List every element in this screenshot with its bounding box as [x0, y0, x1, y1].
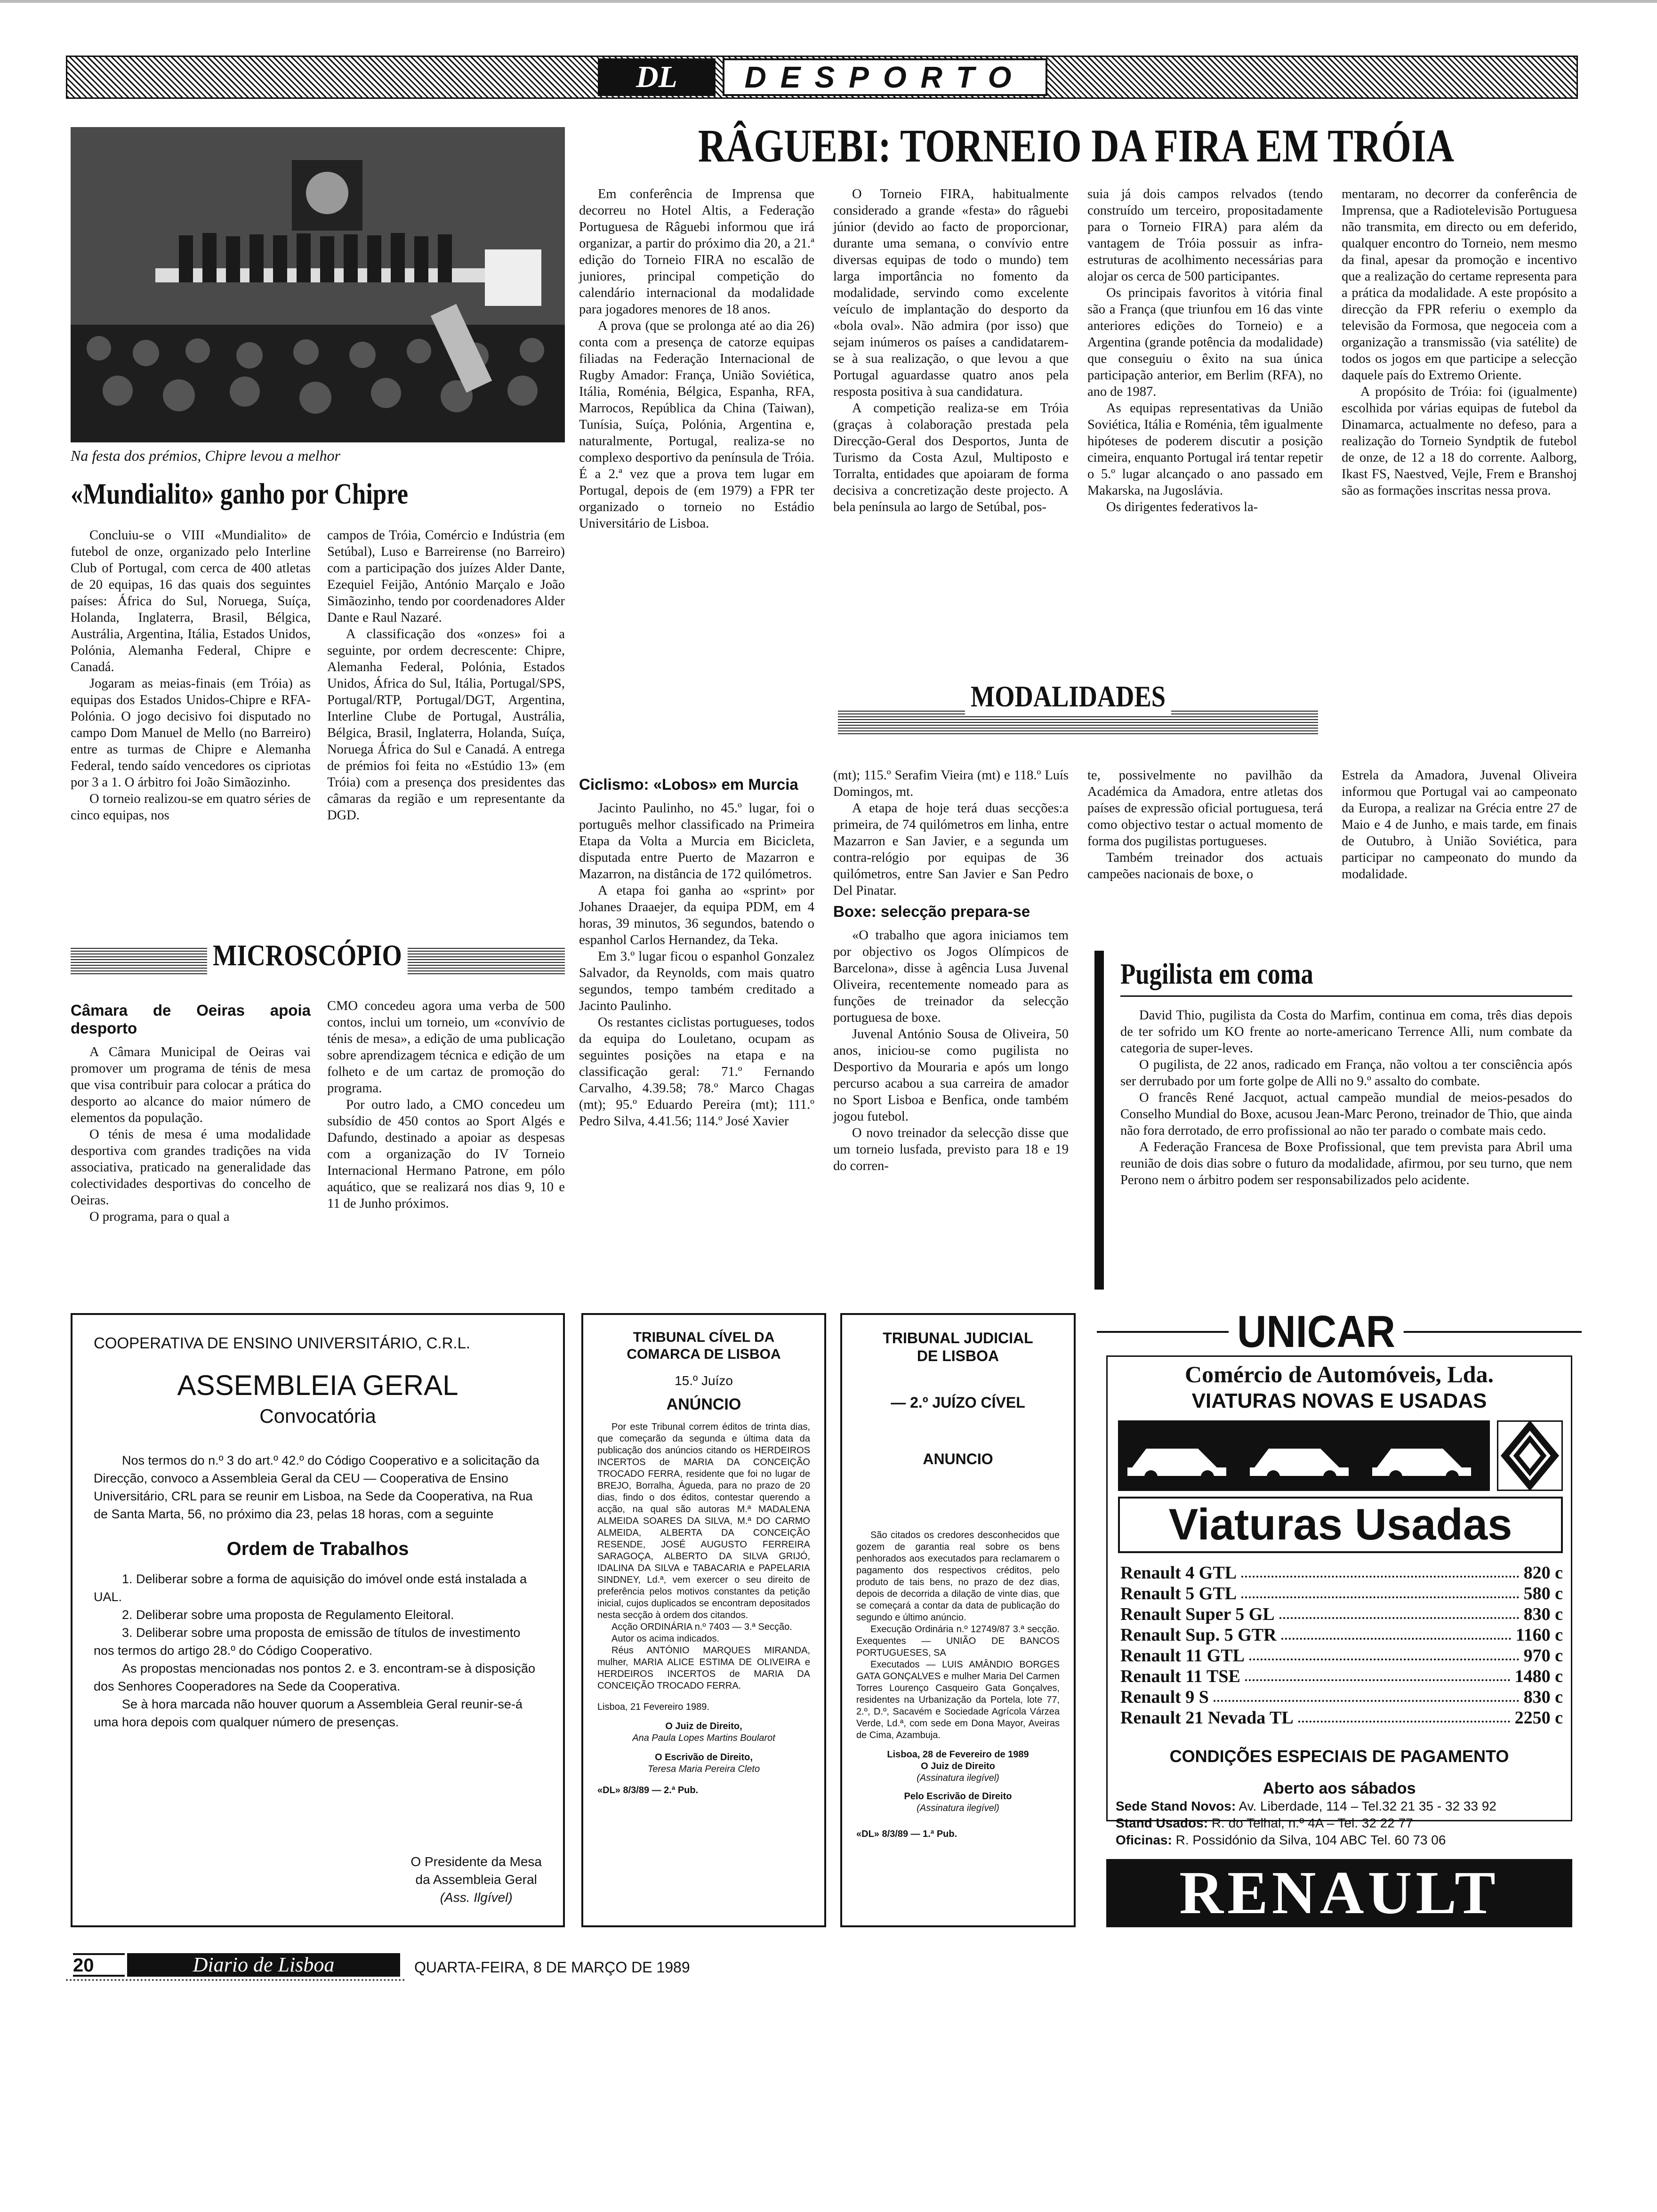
coop-sig1: O Presidente da Mesa: [410, 1854, 542, 1869]
car-model: Renault 11 TSE: [1120, 1667, 1240, 1686]
coop-item4: As propostas mencionadas nos pontos 2. e 3. encontram-se à disposição dos Senhores Cooperadores na Sede da Cooperativa.: [94, 1661, 536, 1693]
sede-text: Av. Liberdade, 114 – Tel.32 21 35 - 32 33 92: [1239, 1799, 1496, 1813]
dot-leader: [1245, 1666, 1510, 1681]
trib2-body3: Executados — LUIS AMÂNDIO BORGES GATA GONÇALVES e mulher Maria Del Carmen Torres Lourenço Casqueiro Gata Gonçalves, residentes na Urbanização da Portela, lote 77, 2.º, D.º, Sacavém e Sociedade Agrícola Várzea Verde, Ld.ª, com sede em Dona Mayor, Aveiras de Cima, Azambuja.: [856, 1659, 1060, 1740]
car-price: 830 c: [1523, 1687, 1563, 1707]
raguebi-p8: Os dirigentes federativos la-: [1106, 500, 1258, 514]
microscopio-p1: A Câmara Municipal de Oeiras vai promover um programa de ténis de mesa que visa contribuir para colocar a prática do desporto ao alcance do maior número de elementos da população.: [71, 1045, 311, 1125]
trib1-sig1n: Ana Paula Lopes Martins Boularot: [632, 1733, 775, 1743]
ciclismo-p3: Em 3.º lugar ficou o espanhol Gonzalez Salvador, da Reynolds, com mais quatro segundos, tempo também creditado a Jacinto Paulinho.: [579, 949, 814, 1013]
car-price: 830 c: [1523, 1604, 1563, 1624]
pugilista-title: Pugilista em coma: [1120, 958, 1313, 990]
raguebi-p7: As equipas representativas da União Soviética, Itália e Roménia, têm igualmente hipóteses de poderem discutir a posição cimeira, enquanto Portugal irá tentar repetir o 5.º lugar alcançado o ano passado em Makarska, na Jugoslávia.: [1087, 401, 1323, 498]
coop-sig3: (Ass. Ilgível): [440, 1890, 513, 1905]
ad-tribunal-civel: [581, 1313, 826, 1927]
modalidades-title: MODALIDADES: [965, 678, 1171, 715]
car-price: 970 c: [1523, 1646, 1563, 1666]
coop-org: COOPERATIVA DE ENSINO UNIVERSITÁRIO, C.R.L.: [94, 1334, 471, 1352]
raguebi-p10: A propósito de Tróia: foi (igualmente) escolhida por várias equipas de futebol da Dinamarca, actualmente no defeso, para a realização do Torneio Syndptik de futebol de onze, de 12 a 18 do corrente. Aalborg, Ikast FS, Naestved, Vejle, Frem e Branshoj são as formações inscritas nessa prova.: [1342, 385, 1577, 498]
trib2-sig2: Pelo Escrivão de Direito: [904, 1791, 1012, 1802]
coop-item5: Se à hora marcada não houver quorum a Assembleia Geral reunir-se-á uma hora depois com qualquer número de presenças.: [94, 1697, 523, 1729]
car-price-row: [1120, 1604, 1563, 1625]
photo-illustration: [71, 127, 565, 442]
car-model: Renault Super 5 GL: [1120, 1604, 1275, 1624]
car-model: Renault 11 GTL: [1120, 1646, 1245, 1666]
coop-ordem: Ordem de Trabalhos: [226, 1539, 409, 1559]
unicar-cars-strip: [1118, 1420, 1490, 1491]
car-price: 2250 c: [1514, 1708, 1563, 1728]
trib1-sig2: O Escrivão de Direito,: [655, 1752, 753, 1763]
trib2-body: São citados os credores desconhecidos que gozem de garantia real sobre os bens penhorados aos executados para reclamarem o pagamento dos respectivos créditos, pelo produto de tais bens, no prazo de dez dias, depois de decorrida a dilação de vinte dias, que se começará a contar da data de publicação do segundo e último anúncio.: [856, 1530, 1060, 1623]
section-header-title: DESPORTO: [723, 58, 1047, 96]
microscopio-p3: O programa, para o qual a: [89, 1210, 230, 1224]
unicar-headline: Viaturas Usadas: [1118, 1497, 1563, 1553]
dot-leader: [1279, 1604, 1519, 1619]
raguebi-col-3: [1087, 186, 1323, 515]
unicar-sede-row: [1116, 1798, 1572, 1815]
dot-leader: [1249, 1645, 1519, 1660]
unicar-usados-row: [1116, 1815, 1572, 1832]
boxe-p5: Também treinador dos actuais campeões nacionais de boxe, o: [1087, 850, 1323, 882]
pugilista-bar: [1094, 951, 1104, 1290]
ciclismo-p5: (mt); 115.º Serafim Vieira (mt) e 118.º Luís Domingos, mt.: [833, 768, 1069, 799]
trib1-date: Lisboa, 21 Fevereiro 1989.: [597, 1702, 709, 1712]
mundialito-col-2: [327, 527, 565, 824]
microscopio-p4: CMO concedeu agora uma verba de 500 contos, inclui um torneio, um «convívio de ténis de mesa», a edição de uma publicação sobre aprendizagem técnica e edição de um folheto e de um cartaz de promoção do programa.: [327, 999, 565, 1096]
unicar-car-list: [1120, 1563, 1563, 1728]
mundialito-p1: Concluiu-se o VIII «Mundialito» de futebol de onze, organizado pelo Interline Club of Portugal, com cerca de 400 atletas de 20 equipas, 16 das quais dos seguintes países: África do Sul, Noruega, Suíça, Holanda, Inglaterra, Brasil, Bélgica, Austrália, Argentina, Itália, Estados Unidos, Polónia, Alemanha Federal, Chipre e Canadá.: [71, 528, 311, 674]
microscopio-headline: Câmara de Oeiras apoia desporto: [71, 1002, 311, 1037]
trib2-sig1: O Juiz de Direito: [921, 1761, 995, 1771]
microscopio-title: MICROSCÓPIO: [207, 937, 408, 974]
mundialito-p3: O torneio realizou-se em quatro séries de cinco equipas, nos: [71, 792, 311, 823]
coop-signature: [410, 1853, 542, 1907]
modalidades-col-2: [833, 767, 1069, 1174]
dot-leader: [1298, 1707, 1510, 1723]
trib1-body2: Acção ORDINÁRIA n.º 7403 — 3.ª Secção.: [611, 1622, 792, 1632]
ad-tribunal-judicial: [840, 1313, 1076, 1927]
dot-leader: [1241, 1583, 1519, 1598]
car-price: 580 c: [1523, 1584, 1563, 1603]
pugilista-body: [1120, 1007, 1572, 1188]
unicar-addresses: [1116, 1798, 1572, 1849]
trib2-pub: «DL» 8/3/89 — 1.ª Pub.: [856, 1829, 957, 1839]
microscopio-col-2: [327, 998, 565, 1212]
coop-subtitle: Convocatória: [259, 1405, 376, 1427]
ciclismo-headline: Ciclismo: «Lobos» em Murcia: [579, 776, 798, 793]
raguebi-p5: suia já dois campos relvados (tendo construído um terceiro, propositadamente para o Torneio FIRA) para além da vantagem de Tróia possuir as infra-estruturas de acolhimento necessárias para alojar os cerca de 500 participantes.: [1087, 187, 1323, 284]
car-price-row: [1120, 1583, 1563, 1604]
trib2-title: TRIBUNAL JUDICIAL DE LISBOA: [883, 1330, 1033, 1364]
trib1-body: Por este Tribunal correm éditos de trinta dias, que começarão da segunda e última data da publicação dos anúncios citando os HERDEIROS INCERTOS de MARIA DA CONCEIÇÃO TROCADO FERRA, residente que foi no lugar de BREJO, Borralha, Águeda, para no prazo de 20 dias, findo o dos éditos, contestar querendo a acção, na qual são autoras M.ª MADALENA ALMEIDA SOARES DA SILVA, M.ª DO CARMO ALMEIDA, ALBERTA DA CONCEIÇÃO RESENDE, JOSÉ AUGUSTO FERREIRA SARAGOÇA, ALBERTO DA SILVA GRIJÓ, IDALINA DA SILVA e TABACARIA e PAPELARIA SINDNEY, Ld.ª, vem exercer o seu direito de preferência pelos motivos constantes da petição inicial, cujos duplicados se encontram depositados nesta secção à ordem dos citandos.: [597, 1422, 810, 1620]
coop-body: Nos termos do n.º 3 do art.º 42.º do Código Cooperativo e a solicitação da Direcção, convoco a Assembleia Geral da CEU — Cooperativa de Ensino Universitário, CRL para se reunir em Lisboa, na Sede da Cooperativa, na Rua de Santa Marta, 56, no próximo dia 23, pelas 18 horas, com a seguinte: [94, 1453, 539, 1521]
ad-unicar: [1097, 1308, 1582, 1930]
car-price: 1160 c: [1515, 1625, 1563, 1645]
coop-title: ASSEMBLEIA GERAL: [177, 1370, 458, 1401]
photo-caption: Na festa dos prémios, Chipre levou a melhor: [71, 447, 340, 464]
unicar-condicoes: CONDIÇÕES ESPECIAIS DE PAGAMENTO: [1169, 1747, 1509, 1766]
car-price: 820 c: [1523, 1563, 1563, 1583]
section-header-logo: DL: [598, 58, 716, 96]
pugilista-rule: [1120, 995, 1572, 997]
car-price-row: [1120, 1666, 1563, 1687]
car-price-row: [1120, 1645, 1563, 1666]
headline-mundialito: «Mundialito» ganho por Chipre: [71, 478, 408, 510]
footer-masthead: Diario de Lisboa: [127, 1953, 400, 1977]
microscopio-p5: Por outro lado, a CMO concedeu um subsídio de 450 contos ao Sport Algés e Dafundo, destinado a apoiar as despesas com a organização do IV Torneio Internacional Hermano Patrone, em pólo aquático, que se realizará nos dias 9, 10 e 11 de Junho próximos.: [327, 1098, 565, 1211]
car-price: 1480 c: [1514, 1667, 1563, 1686]
car-price-row: [1120, 1563, 1563, 1583]
coop-sig2: da Assembleia Geral: [415, 1872, 537, 1887]
ceremony-photo: [71, 127, 565, 442]
oficinas-label: Oficinas:: [1116, 1833, 1172, 1847]
raguebi-col-2: [833, 186, 1069, 515]
car-model: Renault 21 Nevada TL: [1120, 1708, 1294, 1728]
mundialito-p4: campos de Tróia, Comércio e Indústria (em Setúbal), Luso e Barreirense (no Barreiro) com a participação dos juízes Alder Dante, Ezequiel Feijão, António Marçalo e João Simãozinho, tendo por coordenadores Alder Dante e Raul Nazaré.: [327, 528, 565, 625]
footer-date: QUARTA-FEIRA, 8 DE MARÇO DE 1989: [414, 1959, 690, 1976]
raguebi-p1: Em conferência de Imprensa que decorreu no Hotel Altis, a Federação Portuguesa de Râguebi informou que irá organizar, a partir do próximo dia 20, a 21.ª edição do Torneio FIRA no escalão de juniores, principal competição do calendário internacional da modalidade para jogadores menores de 18 anos.: [579, 187, 814, 317]
raguebi-col-1: [579, 186, 814, 532]
pugilista-p1: David Thio, pugilista da Costa do Marfim, continua em coma, três dias depois de ter sofrido um KO frente ao norte-americano Terrence Alli, num combate da categoria de super-leves.: [1120, 1008, 1572, 1056]
raguebi-col-4: [1342, 186, 1577, 499]
ciclismo-p4: Os restantes ciclistas portugueses, todos da equipa do Louletano, ocupam as seguintes posições na etapa e na classificação geral: 71.º Fernando Carvalho, 4.39.58; 78.º Marco Chagas (mt); 95.º Eduardo Pereira (mt); 111.º Pedro Silva, 4.41.56; 114.º José Xavier: [579, 1015, 814, 1129]
usados-text: R. do Telhal, n.º 4A – Tel. 32 22 77: [1211, 1816, 1413, 1830]
trib1-sig2n: Teresa Maria Pereira Cleto: [647, 1764, 760, 1774]
boxe-p6: Estrela da Amadora, Juvenal Oliveira informou que Portugal vai ao campeonato da Europa, a realizar na Grécia entre 27 de Maio e 4 de Junho, e mais tarde, em finais de Outubro, à União Soviética, para participar no campeonato do mundo da modalidade.: [1342, 768, 1577, 882]
mundialito-p5: A classificação dos «onzes» foi a seguinte, por ordem decrescente: Chipre, Alemanha Federal, Polónia, Estados Unidos, África do Sul, Itália, Portugal/SPS, Portugal/RTP, Portugal/DGT, Argentina, Interline Clube de Portugal, Austrália, Bélgica, Brasil, Inglaterra, Holanda, Suíça, Noruega África do Sul e Canadá. A entrega de prémios foi feita no «Estúdio 13» (em Tróia) com a presença dos presidentes das câmaras da região e um representante da DGD.: [327, 627, 565, 823]
trib2-anuncio: ANUNCIO: [923, 1451, 993, 1467]
unicar-oficinas-row: [1116, 1832, 1572, 1849]
car-price-row: [1120, 1625, 1563, 1645]
modalidades-col-3: [1087, 767, 1323, 882]
boxe-p3: O novo treinador da selecção disse que um torneio lusfada, previsto para 18 e 19 do corren-: [833, 1126, 1069, 1173]
renault-banner: RENAULT: [1106, 1859, 1572, 1927]
trib2-body2: Execução Ordinária n.º 12749/87 3.ª secção. Exequentes — UNIÃO DE BANCOS PORTUGUESES, SA: [856, 1624, 1060, 1658]
footer-dots: [66, 1979, 405, 1988]
modalidades-col-4: [1342, 767, 1577, 882]
renault-diamond-icon: [1497, 1420, 1563, 1491]
car-price-row: [1120, 1687, 1563, 1707]
car-model: Renault 4 GTL: [1120, 1563, 1237, 1583]
trib1-juizo: 15.º Juízo: [675, 1373, 733, 1388]
ad-cooperativa: [71, 1313, 565, 1927]
raguebi-p3: O Torneio FIRA, habitualmente considerado a grande «festa» do râguebi júnior (devido ao facto de proporcionar, durante uma semana, o convívio entre diversas equipas de todo o mundo) tem larga importância no fomento da modalidade, servindo como excelente veículo de implantação do desporto da «bola oval». Não admira (por isso) que sejam inúmeros os países a candidatarem-se à sua realização, o que levou a que Portugal aguardasse quatro anos pela resposta positiva à sua candidatura.: [833, 187, 1069, 399]
ciclismo-p1: Jacinto Paulinho, no 45.º lugar, foi o português melhor classificado na Primeira Etapa da Volta a Murcia em Bicicleta, disputada entre Puerto de Mazarron e Mazarron, na distância de 172 quilómetros.: [579, 801, 814, 882]
top-rule: [0, 0, 1657, 3]
raguebi-p6: Os principais favoritos à vitória final são a França (que triunfou em 16 das vinte anteriores edições do Torneio) e a Argentina (grande potência da modalidade) que conseguiu o êxito na sua única participação anterior, em Berlim (RFA), no ano de 1987.: [1087, 286, 1323, 399]
footer-page-number: 20: [73, 1953, 125, 1977]
pugilista-p2: O pugilista, de 22 anos, radicado em França, não voltou a ter consciência após ser derrubado por um forte golpe de Alli no 9.º assalto do combate.: [1120, 1058, 1572, 1089]
modalidades-col-1: [579, 772, 814, 1130]
oficinas-text: R. Possidónio da Silva, 104 ABC Tel. 60 73 06: [1175, 1833, 1446, 1847]
unicar-aberto: Aberto aos sábados: [1263, 1779, 1416, 1797]
dot-leader: [1281, 1625, 1511, 1640]
trib2-sig1n: (Assinatura ilegível): [917, 1773, 999, 1783]
raguebi-p9: mentaram, no decorrer da conferência de Imprensa, que a Radiotelevisão Portuguesa não transmita, em directo ou em deferido, qualquer encontro do Torneio, nem mesmo da final, apesar da promoção e incentivo que a realização do certame representa para a prática da modalidade. A este propósito a direcção da FPR referiu o exemplo da televisão da Formosa, que negoceia com a organização a transmissão (via satélite) de todos os jogos em que participe a selecção daquele país do Extremo Oriente.: [1342, 187, 1577, 383]
ciclismo-p6: A etapa de hoje terá duas secções:a primeira, de 74 quilómetros em linha, entre Mazarron e San Javier, e a segunda um contra-relógio por equipas de 36 quilómetros, entre San Javier e San Pedro Del Pinatar.: [833, 801, 1069, 898]
headline-raguebi: RÂGUEBI: TORNEIO DA FIRA EM TRÓIA: [698, 120, 1455, 172]
trib1-title: TRIBUNAL CÍVEL DA COMARCA DE LISBOA: [627, 1330, 781, 1362]
car-silhouettes-icon: [1118, 1420, 1490, 1491]
pugilista-p3: O francês René Jacquot, actual campeão mundial de meios-pesados do Conselho Mundial do Boxe, acusou Jean-Marc Perono, treinador de Thio, que ainda não fora derrotado, de erro profissional ao não ter parado o combate mais cedo.: [1120, 1090, 1572, 1138]
mundialito-col-1: [71, 527, 311, 824]
coop-item1: 1. Deliberar sobre a forma de aquisição do imóvel onde está instalada a UAL.: [94, 1572, 527, 1604]
trib2-sig2n: (Assinatura ilegível): [917, 1803, 999, 1813]
trib2-juizo: — 2.º JUÍZO CÍVEL: [891, 1394, 1025, 1411]
ciclismo-p2: A etapa foi ganha ao «sprint» por Johanes Draaejer, da equipa PDM, em 4 horas, 39 minutos, 36 segundos, batendo o espanhol Carlos Hernandez, da Teka.: [579, 883, 814, 947]
raguebi-p2: A prova (que se prolonga até ao dia 26) conta com a presença de catorze equipas filiadas na Federação Internacional de Rugby Amador: França, União Soviética, Itália, Roménia, Bélgica, Espanha, RFA, Marrocos, República da China (Taiwan), Tunísia, Suíça, Polónia, Argentina e, naturalmente, Portugal, realiza-se no complexo desportivo da península de Tróia. É a 2.ª vez que a prova tem lugar em Portugal, depois de (em 1979) a FPR ter organizado o torneio no Estádio Universitário de Lisboa.: [579, 319, 814, 531]
microscopio-p2: O ténis de mesa é uma modalidade desportiva com grandes tradições na vida associativa, praticado na generalidade das colectividades desportivas do concelho de Oeiras.: [71, 1127, 311, 1208]
unicar-tagline: VIATURAS NOVAS E USADAS: [1191, 1389, 1487, 1412]
unicar-brand: UNICAR: [1229, 1308, 1404, 1355]
trib1-pub: «DL» 8/3/89 — 2.ª Pub.: [597, 1785, 699, 1795]
trib1-body4: Réus ANTÓNIO MARQUES MIRANDA, mulher, MARIA ALICE ESTIMA DE OLIVEIRA e HERDEIROS INCERTOS de MARIA DA CONCEIÇÃO TROCADO FERRA.: [597, 1645, 810, 1691]
dot-leader: [1241, 1563, 1519, 1578]
dot-leader: [1214, 1687, 1519, 1702]
trib1-sig1: O Juiz de Direito,: [665, 1721, 742, 1731]
trib2-date: Lisboa, 28 de Fevereiro de 1989: [887, 1749, 1029, 1760]
mundialito-p2: Jogaram as meias-finais (em Tróia) as equipas dos Estados Unidos-Chipre e RFA-Polónia. O jogo decisivo foi disputado no campo Dom Manuel de Mello (no Barreiro) entre as turmas de Chipre e Alemanha Federal, tendo saído vencedores os cipriotas por 3 a 1. O árbitro foi João Simãozinho.: [71, 676, 311, 790]
unicar-company: Comércio de Automóveis, Lda.: [1185, 1361, 1494, 1387]
coop-item2: 2. Deliberar sobre uma proposta de Regulamento Eleitoral.: [122, 1608, 454, 1622]
car-model: Renault 5 GTL: [1120, 1584, 1237, 1603]
boxe-p4: te, possivelmente no pavilhão da Académica da Amadora, entre atletas dos países de expressão oficial portuguesa, terá como objectivo testar o actual momento de forma dos pugilistas portugueses.: [1087, 768, 1323, 849]
pugilista-p4: A Federação Francesa de Boxe Profissional, que tem prevista para Abril uma reunião de dois dias sobre o futuro da modalidade, afirmou, por seu turno, que nem Perono nem o árbitro podem ser responsabilizados pelo acidente.: [1120, 1140, 1572, 1187]
boxe-headline: Boxe: selecção prepara-se: [833, 903, 1030, 920]
usados-label: Stand Usados:: [1116, 1816, 1208, 1830]
coop-item3: 3. Deliberar sobre uma proposta de emissão de títulos de investimento nos termos do artigo 28.º do Código Cooperativo.: [94, 1626, 521, 1658]
sede-label: Sede Stand Novos:: [1116, 1799, 1236, 1813]
trib1-body3: Autor os acima indicados.: [611, 1634, 720, 1644]
trib1-anuncio: ANÚNCIO: [666, 1395, 741, 1413]
boxe-p1: «O trabalho que agora iniciamos tem por objectivo os Jogos Olímpicos de Barcelona», disse à agência Lusa Juvenal Oliveira, recentemente nomeado para as funções de treinador da selecção portuguesa de boxe.: [833, 928, 1069, 1025]
boxe-p2: Juvenal António Sousa de Oliveira, 50 anos, iniciou-se como pugilista no Desportivo da Mouraria e após um longo percurso acabou a sua carreira de amador no Sport Lisboa e Benfica, onde também jogou futebol.: [833, 1027, 1069, 1124]
microscopio-col-1: [71, 998, 311, 1225]
car-model: Renault Sup. 5 GTR: [1120, 1625, 1277, 1645]
car-price-row: [1120, 1707, 1563, 1728]
car-model: Renault 9 S: [1120, 1687, 1209, 1707]
raguebi-p4: A competição realiza-se em Tróia (graças à colaboração prestada pela Direcção-Geral dos Desportos, Junta de Turismo da Costa Azul, Multiposto e Torralta, entidades que apoiaram de forma decisiva a concretização deste projecto. A bela península ao largo de Setúbal, pos-: [833, 401, 1069, 514]
